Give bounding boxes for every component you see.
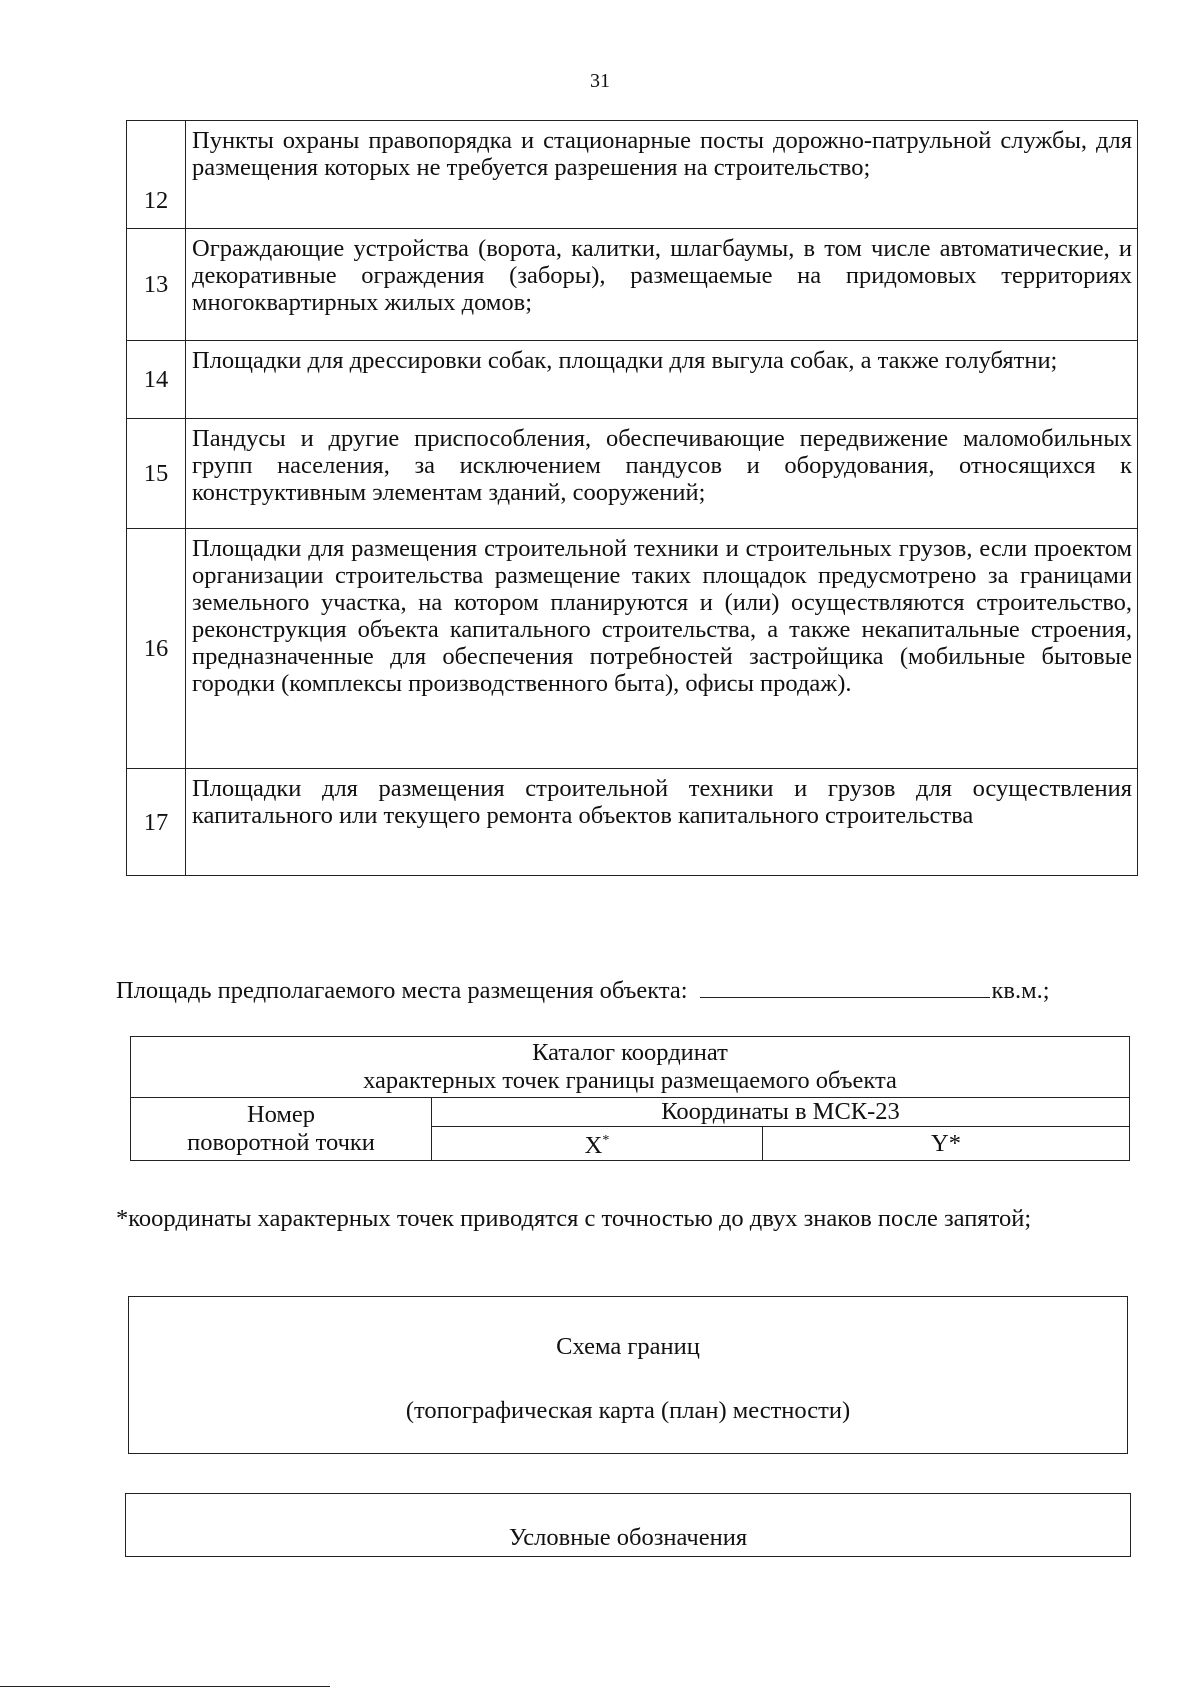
coordinates-header: Координаты в МСК-23: [432, 1098, 1130, 1127]
x-header: [432, 1127, 763, 1161]
item-text: Площадки для размещения строительной техники и строительных грузов, если проектом организации строительства размещение таких площадок предусмотрено за границами земельного участка, на котором планируются и (или) осуществляются строительство, реконструкция объекта капитального строительства, а также некапитальные строения, предназначенные для обеспечения потребностей застройщика (мобильные бытовые городки (комплексы производственного быта), офисы продаж).: [186, 529, 1138, 769]
coordinates-catalog-table: [130, 1036, 1130, 1161]
scheme-subtitle: (топографическая карта (план) местности): [405, 1397, 851, 1424]
table-row: [127, 121, 1138, 229]
y-header: Y*: [763, 1127, 1130, 1161]
item-text: Пандусы и другие приспособления, обеспечивающие передвижение маломобильных групп населения, за исключением пандусов и оборудования, относящихся к конструктивным элементам зданий, сооружений;: [186, 419, 1138, 529]
catalog-subtitle: характерных точек границы размещаемого объекта: [363, 1067, 897, 1094]
x-header-mark: *: [602, 1133, 610, 1148]
table-row: [127, 341, 1138, 419]
item-number: 13: [127, 229, 186, 341]
area-label: Площадь предполагаемого места размещения объекта:: [116, 977, 688, 1004]
catalog-header-row: [131, 1098, 1130, 1127]
legend-box: [125, 1493, 1131, 1557]
area-blank-field: [700, 975, 990, 998]
scheme-box: [128, 1296, 1128, 1454]
point-number-header-line1: Номер: [246, 1101, 316, 1129]
table-row: [127, 529, 1138, 769]
table-row: [127, 769, 1138, 876]
table-row: [127, 419, 1138, 529]
item-number: 14: [127, 341, 186, 419]
coordinates-note: *координаты характерных точек приводятся с точностью до двух знаков после запятой;: [116, 1205, 1032, 1232]
page-number: 31: [590, 70, 610, 92]
area-unit: кв.м.;: [991, 977, 1050, 1004]
footnote-divider: [0, 1686, 330, 1687]
item-text: Ограждающие устройства (ворота, калитки, шлагбаумы, в том числе автоматические, и декоративные ограждения (заборы), размещаемые на придомовых территориях многоквартирных жилых домов;: [186, 229, 1138, 341]
item-number: 15: [127, 419, 186, 529]
item-number: 17: [127, 769, 186, 876]
item-text: Площадки для дрессировки собак, площадки для выгула собак, а также голубятни;: [186, 341, 1138, 419]
items-table: [126, 120, 1138, 876]
table-row: [127, 229, 1138, 341]
area-line: [116, 975, 1146, 1005]
legend-title: Условные обозначения: [508, 1524, 748, 1551]
point-number-header: [131, 1098, 432, 1161]
item-number: 16: [127, 529, 186, 769]
item-text: Пункты охраны правопорядка и стационарные посты дорожно-патрульной службы, для размещения которых не требуется разрешения на строительство;: [186, 121, 1138, 229]
catalog-title: Каталог координат: [532, 1039, 728, 1066]
item-text: Площадки для размещения строительной техники и грузов для осуществления капитального или текущего ремонта объектов капитального строительства: [186, 769, 1138, 876]
catalog-title-row: [131, 1037, 1130, 1098]
scheme-title: Схема границ: [556, 1333, 700, 1360]
point-number-header-line2: поворотной точки: [187, 1129, 375, 1157]
x-header-label: X: [584, 1132, 603, 1160]
item-number: 12: [127, 121, 186, 229]
